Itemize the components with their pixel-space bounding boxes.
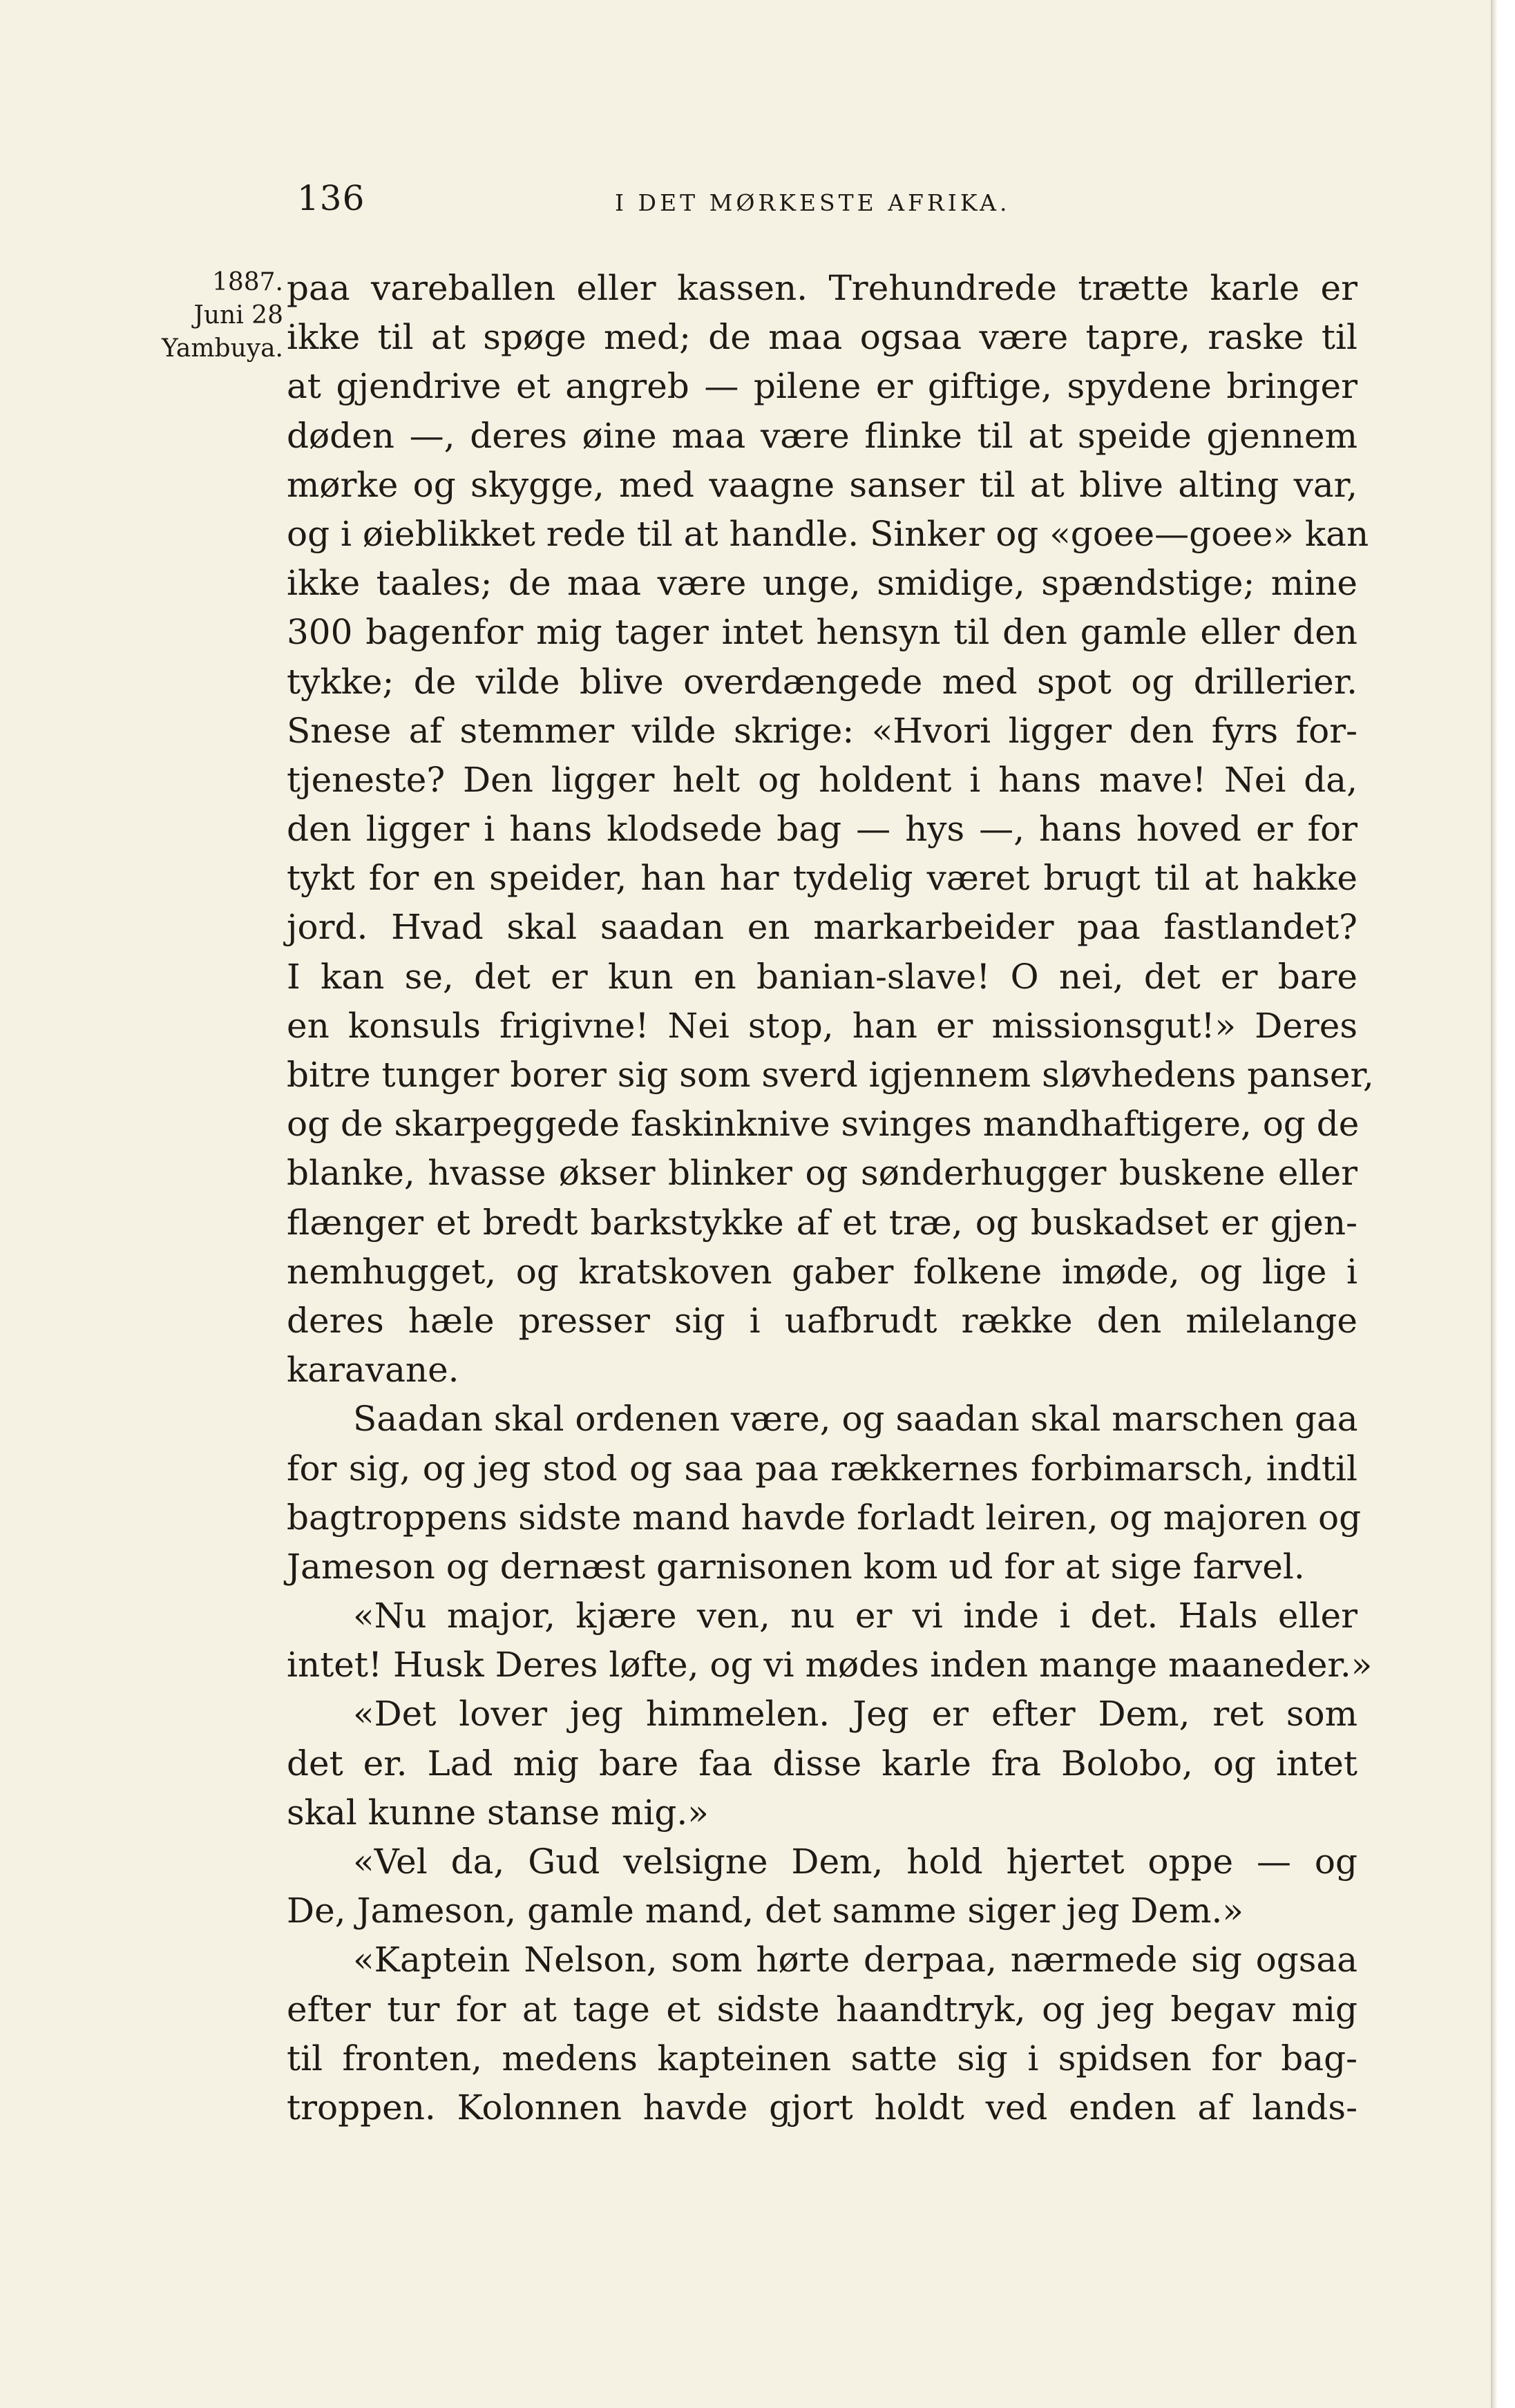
text-line: Snese af stemmer vilde skrige: «Hvori ligger den fyrs for- [287,710,1357,751]
text-line: bagtroppens sidste mand havde forladt leiren, og majoren og [287,1497,1362,1538]
text-line: at gjendrive et angreb — pilene er giftige, spydene bringer [287,366,1357,407]
text-line: nemhugget, og kratskoven gaber folkene imøde, og lige i [287,1251,1357,1292]
text-line: intet! Husk Deres løfte, og vi mødes inden mange maaneder.» [287,1645,1373,1685]
text-line: paa vareballen eller kassen. Trehundrede trætte karle er [287,268,1357,308]
text-line: ikke taales; de maa være unge, smidige, spændstige; mine [287,563,1357,604]
margin-place: Yambuya. [161,334,283,363]
text-line: karavane. [287,1350,459,1391]
text-line: tykt for en speider, han har tydelig været brugt til at hakke [287,858,1357,899]
text-line: mørke og skygge, med vaagne sanser til at blive alting var, [287,464,1357,505]
margin-date: Juni 28 [193,301,283,329]
text-line: bitre tunger borer sig som sverd igjennem sløvhedens panser, [287,1055,1374,1095]
text-line: en konsuls frigivne! Nei stop, han er missionsgut!» Deres [287,1005,1357,1046]
margin-year: 1887. [211,268,283,296]
text-line: jord. Hvad skal saadan en markarbeider paa fastlandet? [287,907,1357,948]
text-line: og de skarpeggede faskinknive svinges mandhaftigere, og de [287,1104,1360,1145]
text-line: troppen. Kolonnen havde gjort holdt ved enden af lands- [287,2087,1357,2128]
body-text [287,264,1374,2132]
page-number: 136 [297,178,365,218]
text-line: den ligger i hans klodsede bag — hys —, hans hoved er for [287,809,1357,850]
text-line: I kan se, det er kun en banian-slave! O nei, det er bare [287,956,1357,997]
text-line: og i øieblikket rede til at handle. Sinker og «goee—goee» kan [287,513,1369,554]
text-line: 300 bagenfor mig tager intet hensyn til den gamle eller den [287,612,1357,653]
text-line: «Kaptein Nelson, som hørte derpaa, nærmede sig ogsaa [353,1940,1357,1980]
text-line: det er. Lad mig bare faa disse karle fra Bolobo, og intet [287,1743,1357,1784]
text-line: blanke, hvasse økser blinker og sønderhugger buskene eller [287,1153,1357,1194]
margin-note [145,266,283,365]
text-line: «Vel da, Gud velsigne Dem, hold hjertet oppe — og [353,1842,1357,1882]
text-line: tjeneste? Den ligger helt og holdent i hans mave! Nei da, [287,759,1357,800]
page-header [297,164,1361,220]
text-line: skal kunne stanse mig.» [287,1792,709,1833]
text-line: De, Jameson, gamle mand, det samme siger jeg Dem.» [287,1891,1244,1931]
text-line: flænger et bredt barkstykke af et træ, og buskadset er gjen- [287,1202,1357,1243]
text-line: deres hæle presser sig i uafbrudt række den milelange [287,1300,1357,1341]
text-line: ikke til at spøge med; de maa ogsaa være tapre, raske til [287,317,1357,358]
page-edge [1491,0,1515,2408]
text-line: døden —, deres øine maa være flinke til at speide gjennem [287,415,1357,456]
text-line: til fronten, medens kapteinen satte sig i spidsen for bag- [287,2038,1357,2079]
text-line: Jameson og dernæst garnisonen kom ud for at sige farvel. [287,1546,1305,1587]
text-line: «Nu major, kjære ven, nu er vi inde i det. Hals eller [353,1596,1357,1636]
text-line: Saadan skal ordenen være, og saadan skal marschen gaa [353,1399,1358,1440]
text-line: efter tur for at tage et sidste haandtryk, og jeg begav mig [287,1989,1357,2029]
text-line: for sig, og jeg stod og saa paa rækkernes forbimarsch, indtil [287,1448,1357,1489]
text-line: tykke; de vilde blive overdængede med spot og drillerier. [287,661,1357,702]
text-line: «Det lover jeg himmelen. Jeg er efter Dem, ret som [353,1694,1357,1735]
running-title: I DET MØRKESTE AFRIKA. [615,189,1011,216]
